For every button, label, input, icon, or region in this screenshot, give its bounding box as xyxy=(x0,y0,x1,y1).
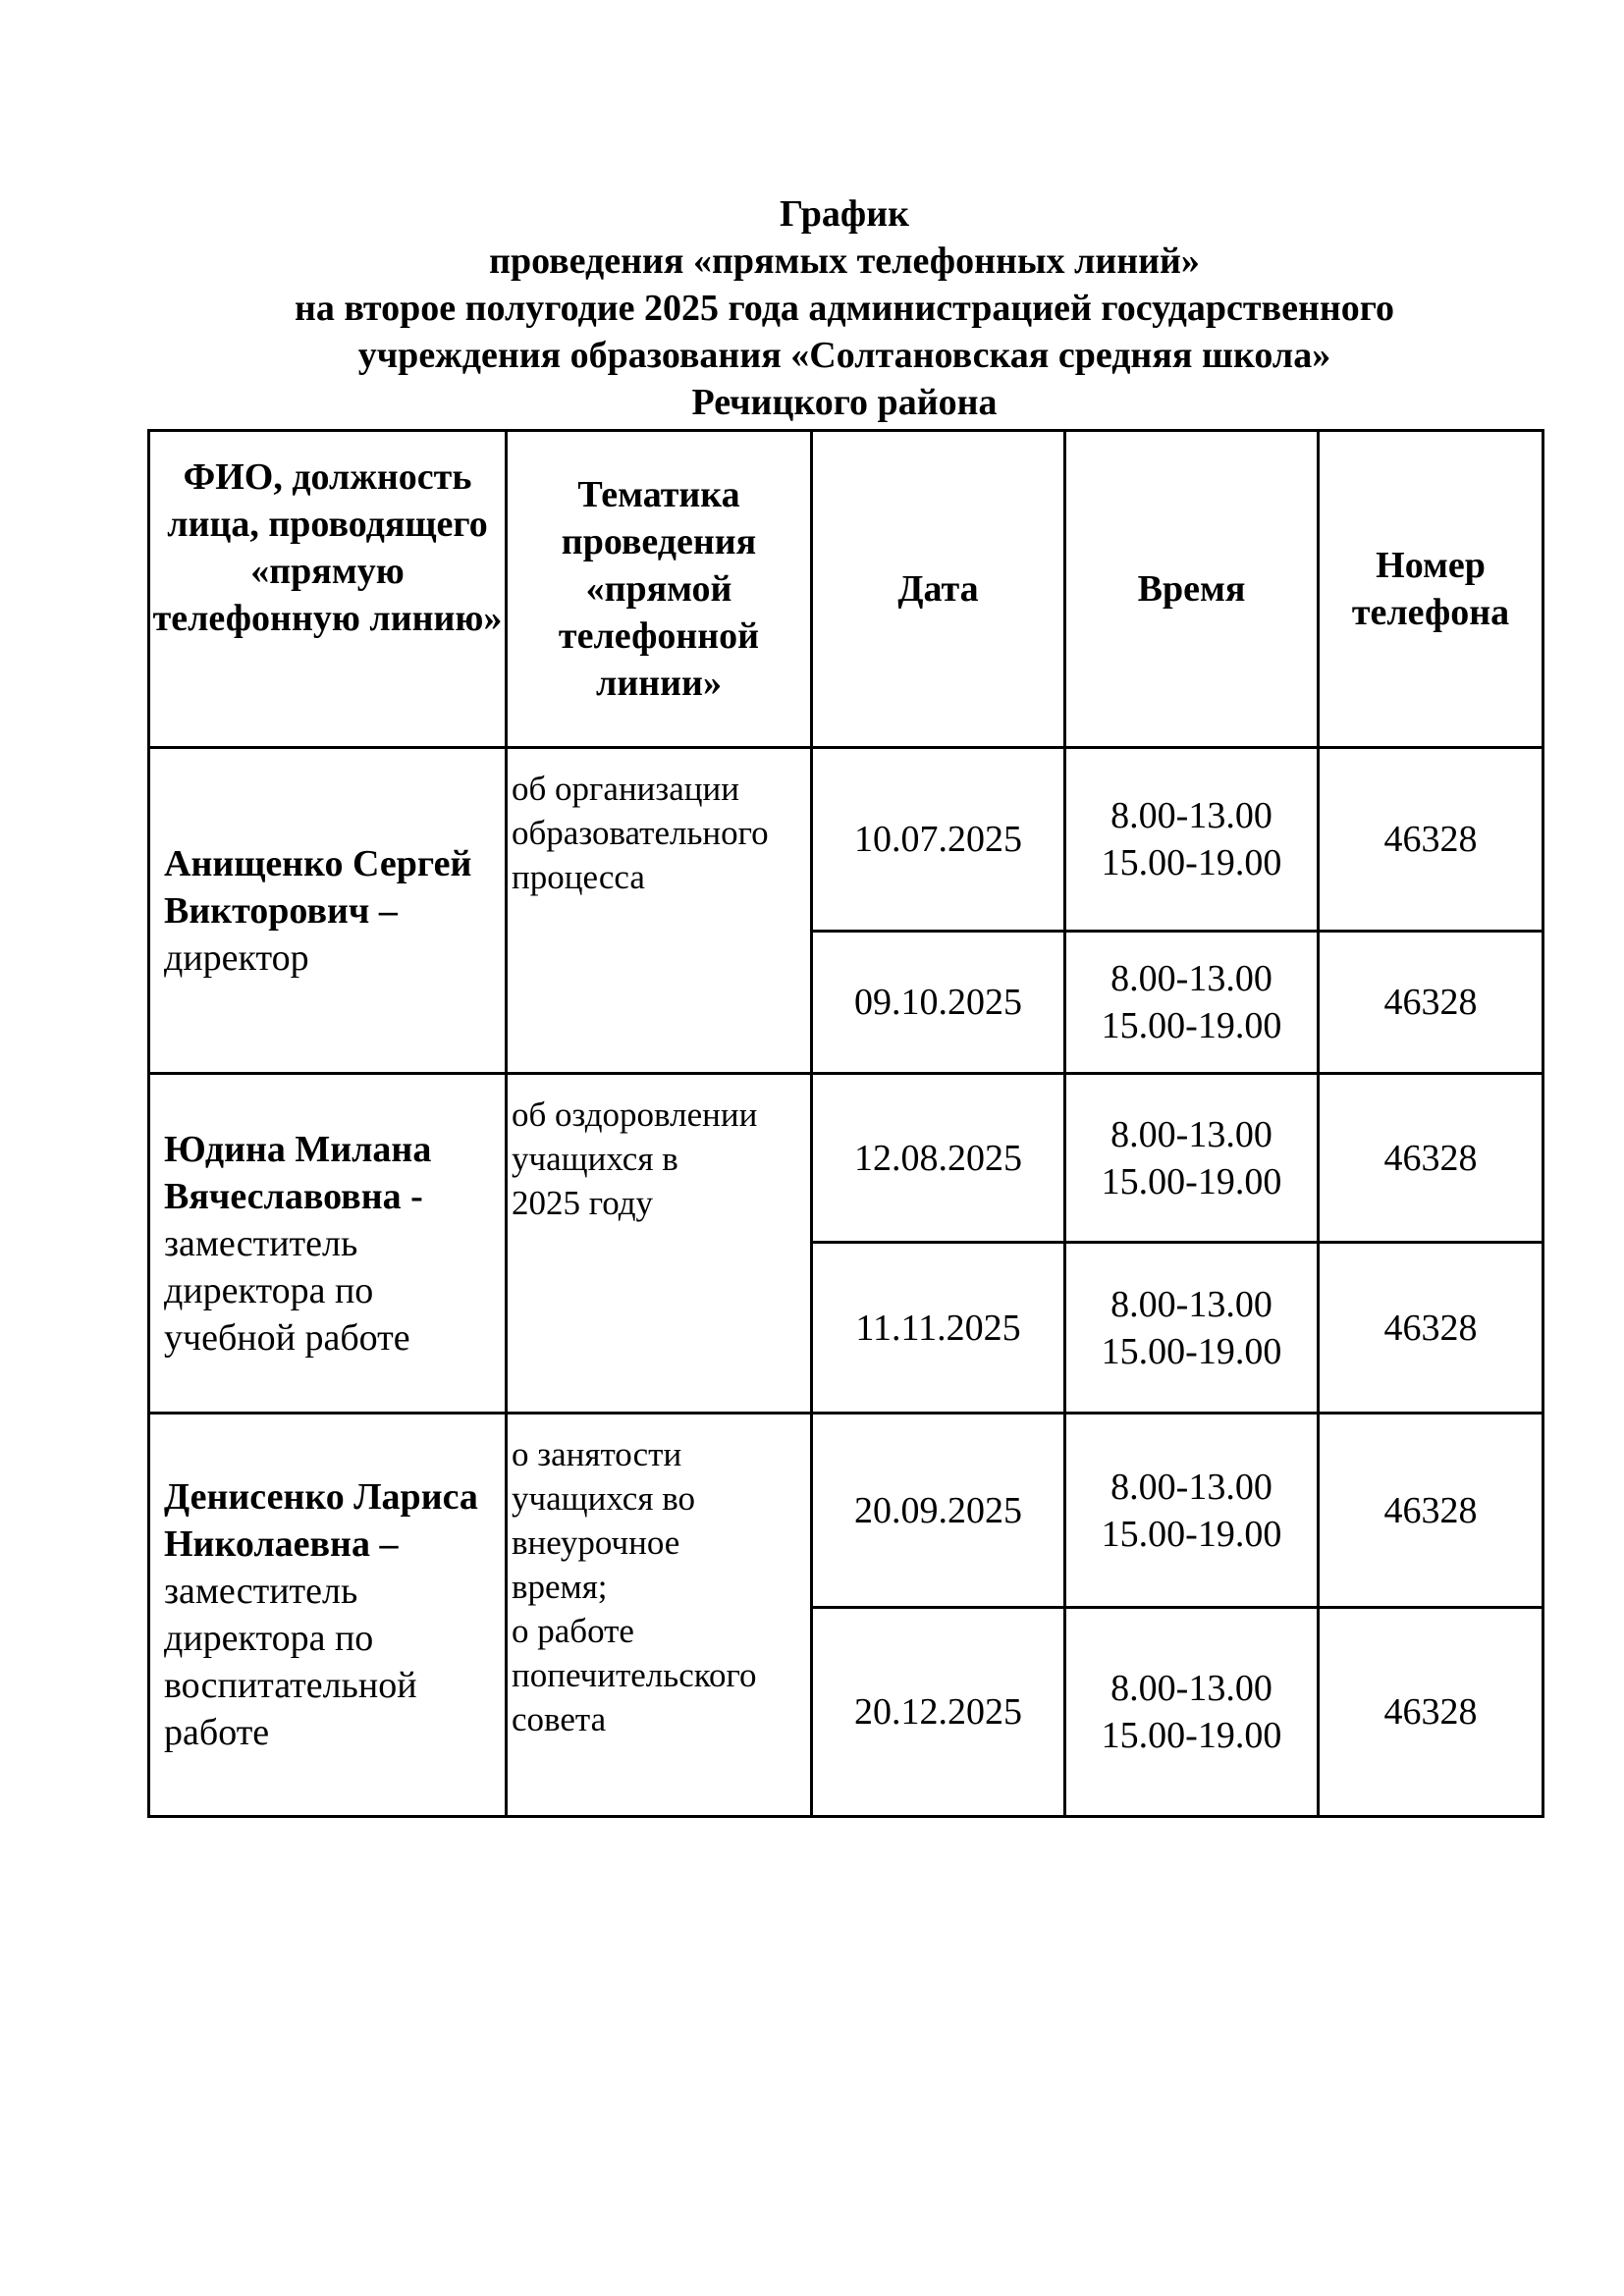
topic-cell xyxy=(507,748,812,1074)
person-cell xyxy=(149,1074,507,1414)
topic-line: учащихся во xyxy=(512,1479,695,1518)
phone-cell: 46328 xyxy=(1319,1243,1543,1414)
person-position: заместитель директора по воспитательной работе xyxy=(164,1571,417,1753)
time-morning: 8.00-13.00 xyxy=(1110,1668,1272,1709)
title-line-1: График xyxy=(780,193,909,235)
date-cell: 11.11.2025 xyxy=(812,1243,1065,1414)
phone-cell: 46328 xyxy=(1319,1074,1543,1243)
date-cell: 10.07.2025 xyxy=(812,748,1065,932)
topic-line: процесса xyxy=(512,858,645,896)
phone-cell: 46328 xyxy=(1319,1608,1543,1817)
document-title xyxy=(147,190,1542,426)
title-line-3: на второе полугодие 2025 года администрацией государственного xyxy=(294,288,1395,329)
time-evening: 15.00-19.00 xyxy=(1101,1330,1282,1372)
time-evening: 15.00-19.00 xyxy=(1101,1513,1282,1555)
table-row xyxy=(149,1414,1543,1608)
header-phone: Номер телефона xyxy=(1319,431,1543,748)
phone-cell: 46328 xyxy=(1319,748,1543,932)
person-position: заместитель директора по учебной работе xyxy=(164,1222,410,1359)
topic-line: 2025 году xyxy=(512,1184,654,1222)
table-row xyxy=(149,1074,1543,1243)
table-row xyxy=(149,748,1543,932)
topic-line: учащихся в xyxy=(512,1140,678,1178)
time-evening: 15.00-19.00 xyxy=(1101,1005,1282,1046)
person-position: директор xyxy=(164,936,309,979)
time-cell xyxy=(1065,1243,1319,1414)
topic-line: внеурочное xyxy=(512,1523,680,1562)
topic-line: совета xyxy=(512,1700,607,1738)
date-cell: 12.08.2025 xyxy=(812,1074,1065,1243)
title-line-4: учреждения образования «Солтановская средняя школа» xyxy=(357,335,1331,376)
topic-cell xyxy=(507,1414,812,1817)
phone-cell: 46328 xyxy=(1319,1414,1543,1608)
time-cell xyxy=(1065,1414,1319,1608)
header-date: Дата xyxy=(812,431,1065,748)
person-cell xyxy=(149,748,507,1074)
topic-line: образовательного xyxy=(512,814,769,852)
topic-line: о работе xyxy=(512,1612,634,1650)
schedule-table xyxy=(147,429,1544,1818)
topic-line: об оздоровлении xyxy=(512,1095,758,1134)
person-name: Юдина Милана Вячеславовна - xyxy=(164,1128,432,1217)
title-line-2: проведения «прямых телефонных линий» xyxy=(489,240,1200,282)
time-cell xyxy=(1065,1074,1319,1243)
time-morning: 8.00-13.00 xyxy=(1110,1466,1272,1508)
person-name: Анищенко Сергей Викторович – xyxy=(164,842,472,932)
topic-line: время; xyxy=(512,1568,608,1606)
time-evening: 15.00-19.00 xyxy=(1101,842,1282,883)
header-time: Время xyxy=(1065,431,1319,748)
topic-line: о занятости xyxy=(512,1435,682,1473)
header-topic: Тематика проведения «прямой телефонной линии» xyxy=(507,431,812,748)
phone-cell: 46328 xyxy=(1319,932,1543,1074)
title-line-5: Речицкого района xyxy=(691,382,998,423)
time-evening: 15.00-19.00 xyxy=(1101,1715,1282,1756)
header-fio: ФИО, должность лица, проводящего «прямую телефонную линию» xyxy=(149,431,507,748)
time-evening: 15.00-19.00 xyxy=(1101,1160,1282,1202)
time-cell xyxy=(1065,748,1319,932)
time-morning: 8.00-13.00 xyxy=(1110,1113,1272,1155)
time-morning: 8.00-13.00 xyxy=(1110,795,1272,836)
date-cell: 20.09.2025 xyxy=(812,1414,1065,1608)
person-name: Денисенко Лариса Николаевна – xyxy=(164,1476,478,1565)
date-cell: 20.12.2025 xyxy=(812,1608,1065,1817)
topic-line: попечительского xyxy=(512,1656,757,1694)
time-cell xyxy=(1065,1608,1319,1817)
time-morning: 8.00-13.00 xyxy=(1110,958,1272,999)
table-header-row xyxy=(149,431,1543,748)
time-cell xyxy=(1065,932,1319,1074)
topic-cell xyxy=(507,1074,812,1414)
topic-line: об организации xyxy=(512,770,739,808)
time-morning: 8.00-13.00 xyxy=(1110,1283,1272,1325)
person-cell xyxy=(149,1414,507,1817)
date-cell: 09.10.2025 xyxy=(812,932,1065,1074)
